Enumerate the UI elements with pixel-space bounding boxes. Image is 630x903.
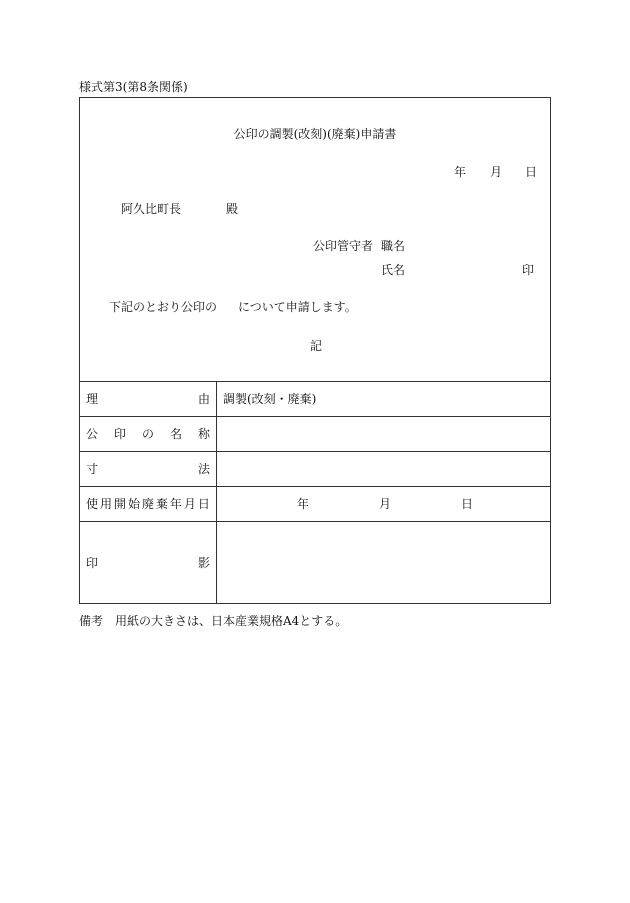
statement-part1: 下記のとおり公印の — [109, 300, 218, 314]
application-form — [79, 97, 551, 604]
label-char: 影 — [197, 556, 210, 570]
label-char: 使 — [86, 497, 99, 511]
label-char: 称 — [197, 427, 210, 441]
row-divider — [80, 416, 550, 417]
usage-date-year: 年 — [297, 497, 310, 511]
statement-part2: について申請します。 — [238, 300, 357, 314]
form-number: 様式第3(第8条関係) — [79, 80, 188, 94]
row-label-usage-date — [86, 498, 210, 510]
date-year-label: 年 — [454, 165, 467, 179]
row-label-reason — [86, 393, 210, 405]
label-char: 由 — [197, 392, 210, 406]
label-char: 廃 — [141, 497, 154, 511]
label-char: 寸 — [86, 462, 99, 476]
table-top-rule — [80, 381, 550, 382]
usage-date-month: 月 — [379, 497, 392, 511]
label-char: 始 — [127, 497, 140, 511]
row-divider — [80, 451, 550, 452]
footer-note: 備考 用紙の大きさは、日本産業規格A4とする。 — [79, 614, 348, 628]
date-month-label: 月 — [490, 165, 503, 179]
row-label-seal-name — [86, 428, 210, 440]
row-label-dimensions — [86, 463, 210, 475]
label-char: 印 — [86, 556, 99, 570]
label-char: 用 — [99, 497, 112, 511]
seal-custodian-label: 公印管守者 — [313, 239, 374, 253]
addressee-honorific: 殿 — [226, 202, 239, 216]
label-char: 日 — [197, 497, 210, 511]
reason-value: 調製(改刻・廃棄) — [223, 392, 317, 406]
label-char: 棄 — [155, 497, 168, 511]
name-label: 氏名 — [381, 263, 406, 277]
label-char: 年 — [169, 497, 182, 511]
addressee-name: 阿久比町長 — [121, 202, 182, 216]
label-char: の — [141, 427, 154, 441]
position-label: 職名 — [381, 239, 406, 253]
label-char: 法 — [197, 462, 210, 476]
row-divider — [80, 486, 550, 487]
row-label-seal-impression — [86, 557, 210, 569]
usage-date-day: 日 — [461, 497, 474, 511]
label-char: 名 — [169, 427, 182, 441]
date-day-label: 日 — [525, 165, 538, 179]
ki-heading: 記 — [310, 339, 323, 353]
label-char: 開 — [113, 497, 126, 511]
row-divider — [80, 521, 550, 522]
label-char: 公 — [86, 427, 99, 441]
column-divider — [216, 381, 217, 603]
label-char: 理 — [86, 392, 99, 406]
form-title: 公印の調製(改刻)(廃棄)申請書 — [233, 127, 397, 141]
seal-mark: 印 — [522, 263, 535, 277]
label-char: 印 — [113, 427, 126, 441]
label-char: 月 — [183, 497, 196, 511]
